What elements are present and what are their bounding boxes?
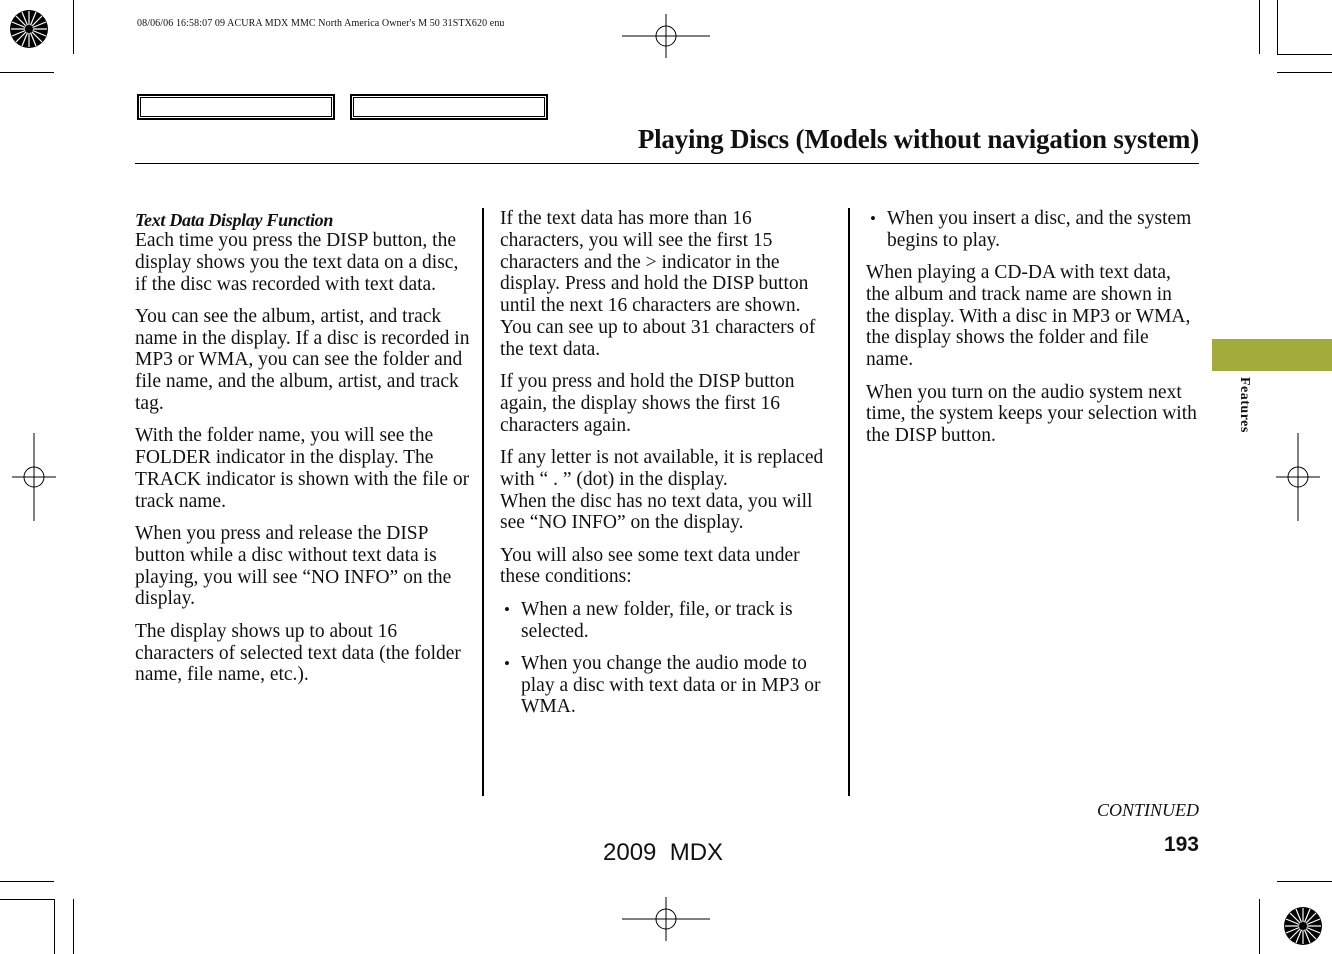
crosshair-registration-icon	[1276, 433, 1320, 521]
list-item	[500, 653, 835, 718]
title-rule	[135, 163, 1199, 164]
column-2	[500, 208, 835, 729]
list-item-text: When a new folder, file, or track is selected.	[521, 598, 793, 642]
bullet-icon: •	[504, 653, 510, 673]
nav-box-right	[350, 94, 548, 120]
list-item	[500, 599, 835, 643]
paragraph	[500, 447, 835, 491]
paragraph: Each time you press the DISP button, the display shows you the text data on a disc, if the disc was recorded with text data.	[135, 230, 459, 295]
bullet-icon: •	[504, 599, 510, 619]
section-heading: Text Data Display Function	[135, 210, 334, 230]
list-item-text: When you insert a disc, and the system begins to play.	[887, 208, 1192, 251]
crosshair-registration-icon	[12, 433, 56, 521]
nav-box-left	[137, 94, 335, 120]
crosshair-registration-icon	[622, 14, 710, 58]
bullet-list	[866, 208, 1201, 252]
bullet-icon: •	[870, 209, 876, 228]
paragraph: With the folder name, you will see the FOLDER indicator in the display. The TRACK indicator is shown with the file or track name.	[135, 425, 470, 512]
paragraph-text: If any letter is not available, it is replaced with “ . ” (dot) in the display.	[500, 446, 824, 490]
continued-label: CONTINUED	[1096, 800, 1199, 820]
column-1	[135, 208, 475, 697]
registration-sunburst-icon	[1283, 906, 1323, 946]
registration-sunburst-icon	[9, 9, 49, 49]
page-number: 193	[1163, 833, 1199, 856]
paragraph: If the text data has more than 16 characters, you will see the first 15 characters and the > indicator in the display. Press and hold the DISP button until the next 16 characters are shown. You can see up to about 31 characters of the text data.	[500, 208, 816, 360]
column-divider	[482, 208, 484, 796]
paragraph: When the disc has no text data, you will see “NO INFO” on the display.	[500, 490, 813, 534]
page-title: Playing Discs (Models without navigation system)	[637, 124, 1199, 154]
paragraph: When you press and release the DISP button while a disc without text data is playing, you will see “NO INFO” on the display.	[135, 523, 452, 610]
bullet-list	[500, 599, 835, 718]
column-divider	[848, 208, 850, 796]
paragraph: When playing a CD-DA with text data, the album and track name are shown in the display. With a disc in MP3 or WMA, the display shows the folder and file name.	[866, 262, 1191, 371]
section-tab-label: Features	[1237, 377, 1252, 433]
paragraph: If you press and hold the DISP button again, the display shows the first 16 characters again.	[500, 371, 795, 436]
list-item-text: When you change the audio mode to play a disc with text data or in MP3 or WMA.	[521, 652, 821, 718]
print-job-header: 08/06/06 16:58:07 09 ACURA MDX MMC North America Owner's M 50 31STX620 enu	[137, 18, 505, 29]
column-3	[866, 208, 1201, 457]
section-tab	[1212, 339, 1332, 371]
paragraph: When you turn on the audio system next time, the system keeps your selection with the DISP button.	[866, 381, 1197, 447]
list-item	[866, 208, 1201, 252]
paragraph: You will also see some text data under these conditions:	[500, 544, 800, 588]
paragraph: The display shows up to about 16 characters of selected text data (the folder name, file name, etc.).	[135, 620, 461, 686]
paragraph: You can see the album, artist, and track name in the display. If a disc is recorded in MP3 or WMA, you can see the folder and file name, and the album, artist, and track tag.	[135, 305, 470, 415]
footer-model: 2009 MDX	[603, 839, 724, 866]
crosshair-registration-icon	[622, 897, 710, 941]
